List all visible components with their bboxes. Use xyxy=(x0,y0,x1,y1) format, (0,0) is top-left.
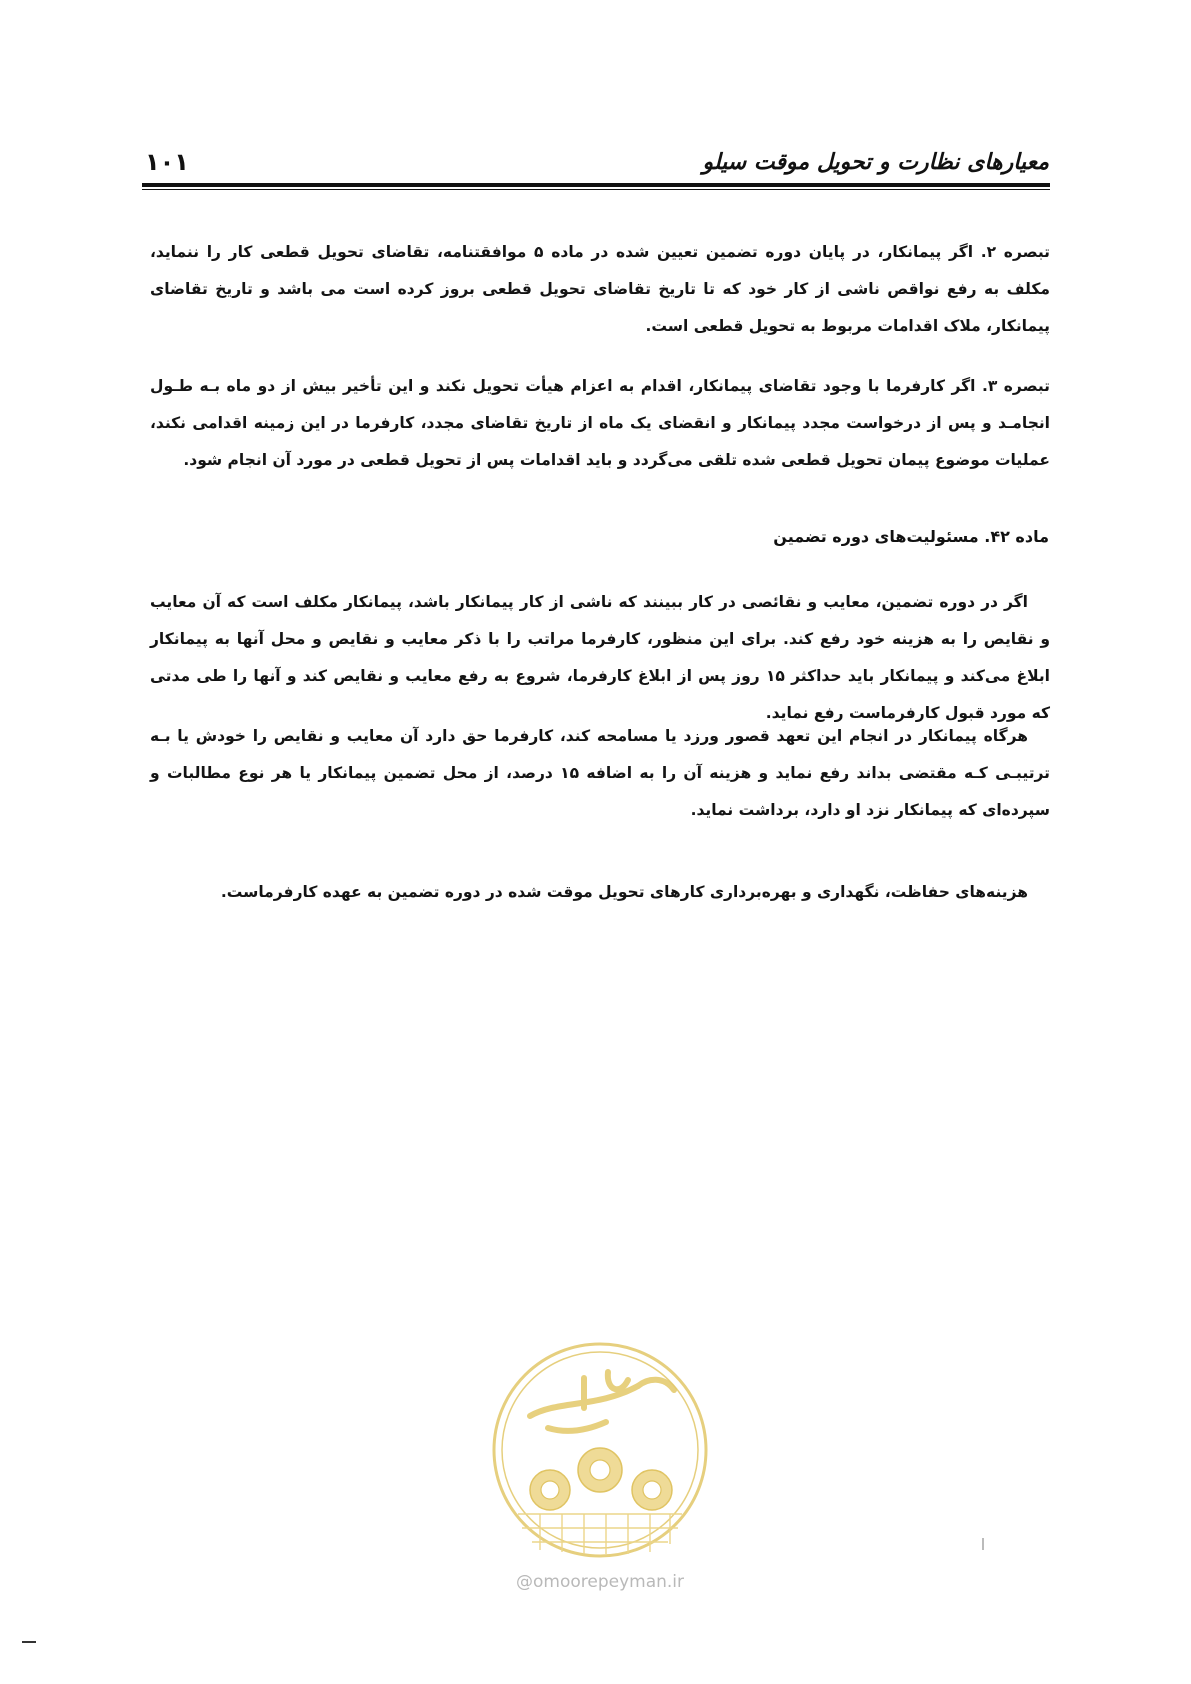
scan-artifact-tick xyxy=(982,1538,984,1550)
watermark-at-icon: @ xyxy=(515,1572,533,1592)
note-2-paragraph xyxy=(150,234,1050,345)
article-42-paragraph-2 xyxy=(150,718,1050,829)
article-42-heading: ماده ۴۲. مسئولیت‌های دوره تضمین xyxy=(773,527,1049,546)
article-42-text-2: هرگاه پیمانکار در انجام این تعهد قصور ورزد یا مسامحه کند، کارفرما حق دارد آن معایب و نقایص را خودش یا بـه ترتیبـی کـه مقتضی بداند رفع نماید و هزینه آن را به اضافه ۱۵ درصد، از محل تضمین پیمانکار یا هر نوع مطالبات و سپرده‌ای که پیمانکار نزد او دارد، برداشت نماید. xyxy=(150,727,1050,819)
note-3-text: اگر کارفرما با وجود تقاضای پیمانکار، اقدام به اعزام هیأت تحویل نکند و این تأخیر بیش از دو ماه بـه طـول انجامـد و پس از درخواست مجدد پیمانکار و انقضای یک ماه از تاریخ تقاضای مجدد، کارفرما در این زمینه اقدامی نکند، عملیات موضوع پیمان تحویل قطعی شده تلقی می‌گردد و باید اقدامات پس از تحویل قطعی در مورد آن انجام شود. xyxy=(150,377,1050,469)
note-3-paragraph xyxy=(150,368,1050,479)
article-42-paragraph-3 xyxy=(150,874,1050,911)
running-title: معیارهای نظارت و تحویل موقت سیلو xyxy=(702,150,1049,175)
article-42-text-3: هزینه‌های حفاظت، نگهداری و بهره‌برداری کارهای تحویل موقت شده در دوره تضمین به عهده کارفرماست. xyxy=(220,883,1028,901)
article-42-paragraph-1 xyxy=(150,584,1050,732)
article-42-text-1: اگر در دوره تضمین، معایب و نقائصی در کار ببینند که ناشی از کار پیمانکار باشد، پیمانکار مکلف است که آن معایب و نقایص را به هزینه خود رفع کند. برای این منظور، کارفرما مراتب را با ذکر معایب و نقایص و محل آنها به پیمانکار ابلاغ می‌کند و پیمانکار باید حداکثر ۱۵ روز پس از ابلاغ کارفرما، شروع به رفع معایب و نقایص کند و آنها را طی مدتی که مورد قبول کارفرماست رفع نماید. xyxy=(150,593,1050,722)
watermark-url xyxy=(500,1572,700,1592)
note-2-lead: تبصره ۲. xyxy=(980,243,1051,261)
note-2-text: اگر پیمانکار، در پایان دوره تضمین تعیین شده در ماده ۵ موافقتنامه، تقاضای تحویل قطعی کار را ننماید، مکلف به رفع نواقص ناشی از کار خود که تا تاریخ تقاضای تحویل قطعی بروز کرده است می باشد و تاریخ تقاضای پیمانکار، ملاک اقدامات مربوط به تحویل قطعی است. xyxy=(150,243,1050,335)
watermark-url-text: omoorepeyman.ir xyxy=(532,1572,685,1592)
omoorepeyman-logo xyxy=(488,1338,712,1562)
page-number: ۱۰۱ xyxy=(145,148,189,176)
header-rule-thick xyxy=(142,183,1050,187)
scan-artifact-dash xyxy=(22,1641,36,1643)
note-3-lead: تبصره ۳. xyxy=(981,377,1050,395)
header-rule-thin xyxy=(142,189,1050,190)
